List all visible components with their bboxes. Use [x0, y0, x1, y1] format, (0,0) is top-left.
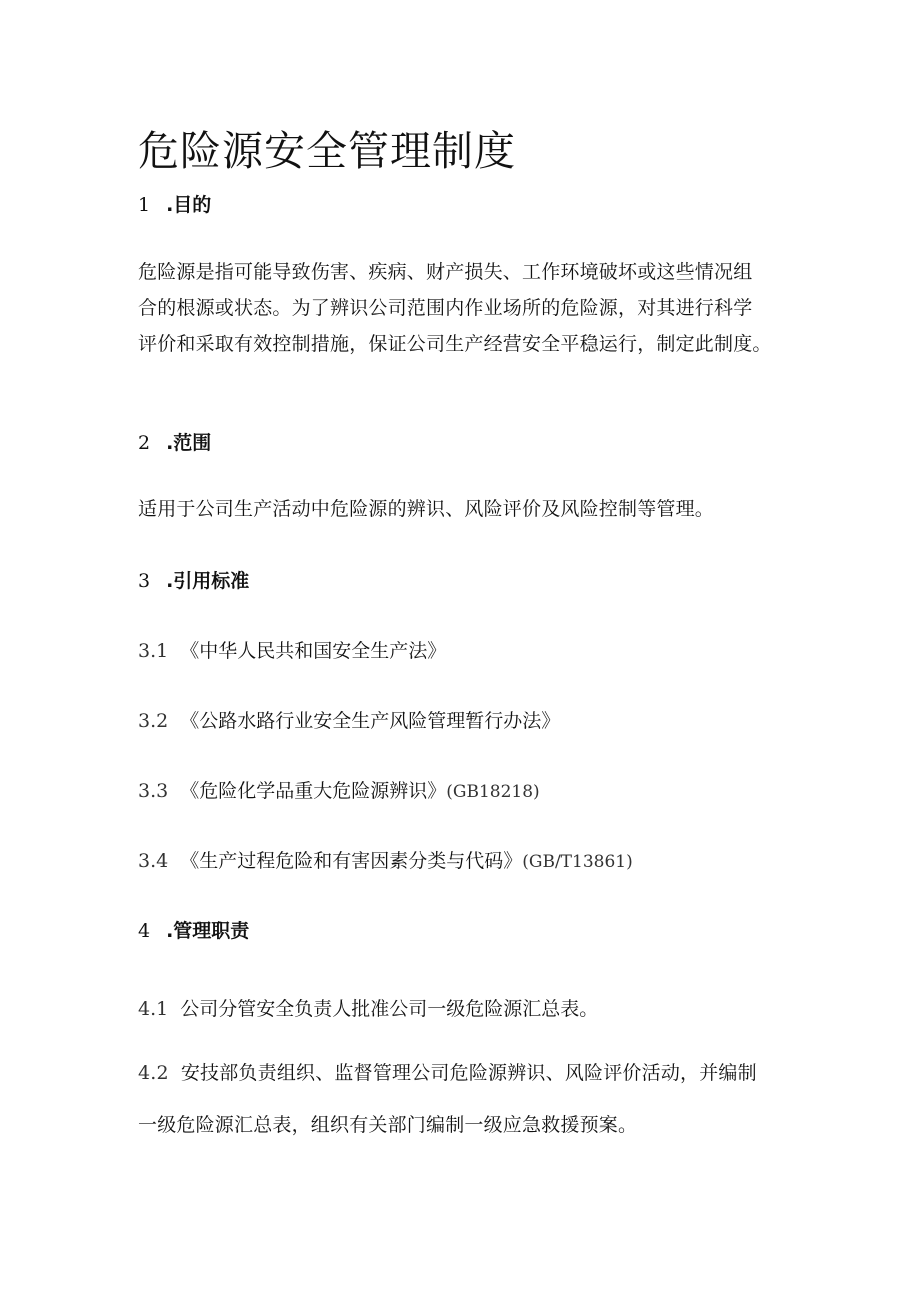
- section-label: .范围: [166, 432, 212, 454]
- standard-item: [138, 636, 798, 663]
- item-text: 《危险化学品重大危险源辨识》: [180, 780, 447, 802]
- standard-item: [138, 706, 798, 733]
- section-number: 3: [138, 570, 151, 592]
- responsibility-item: [138, 1055, 798, 1143]
- item-number: 3.4: [138, 850, 169, 872]
- section-heading-purpose: [138, 190, 798, 217]
- section-heading-responsibilities: [138, 916, 798, 943]
- section-number: 1: [138, 194, 151, 216]
- paragraph-line: 一级危险源汇总表，组织有关部门编制一级应急救援预案。: [138, 1114, 638, 1136]
- section-label: .管理职责: [166, 920, 250, 942]
- item-text: 公司分管安全负责人批准公司一级危险源汇总表。: [180, 998, 599, 1020]
- paragraph-line: 评价和采取有效控制措施，保证公司生产经营安全平稳运行，制定此制度。: [138, 333, 772, 355]
- scope-paragraph: [138, 491, 798, 527]
- section-heading-standards: [138, 566, 798, 593]
- section-number: 4: [138, 920, 151, 942]
- document-title: 危险源安全管理制度: [138, 127, 516, 175]
- item-number: 4.1: [138, 998, 169, 1020]
- item-code: (GB/T13861): [522, 852, 633, 872]
- section-heading-scope: [138, 428, 798, 455]
- standard-item: [138, 776, 798, 803]
- responsibility-item: [138, 994, 798, 1021]
- item-text: 《公路水路行业安全生产风险管理暂行办法》: [180, 710, 561, 732]
- section-label: .目的: [166, 194, 212, 216]
- paragraph-line: [138, 1055, 798, 1091]
- section-number: 2: [138, 432, 151, 454]
- section-label: .引用标准: [166, 570, 250, 592]
- item-number: 4.2: [138, 1062, 169, 1084]
- item-text: 安技部负责组织、监督管理公司危险源辨识、风险评价活动，并编制: [180, 1062, 757, 1084]
- item-text: 《生产过程危险和有害因素分类与代码》: [180, 850, 523, 872]
- paragraph-line: 合的根源或状态。为了辨识公司范围内作业场所的危险源，对其进行科学: [138, 297, 753, 319]
- item-number: 3.1: [138, 640, 169, 662]
- purpose-paragraph: [138, 254, 798, 362]
- standard-item: [138, 846, 798, 873]
- item-number: 3.3: [138, 780, 169, 802]
- item-text: 《中华人民共和国安全生产法》: [180, 640, 447, 662]
- paragraph-line: 适用于公司生产活动中危险源的辨识、风险评价及风险控制等管理。: [138, 498, 715, 520]
- item-number: 3.2: [138, 710, 169, 732]
- item-code: (GB18218): [446, 782, 540, 802]
- paragraph-line: 危险源是指可能导致伤害、疾病、财产损失、工作环境破坏或这些情况组: [138, 261, 753, 283]
